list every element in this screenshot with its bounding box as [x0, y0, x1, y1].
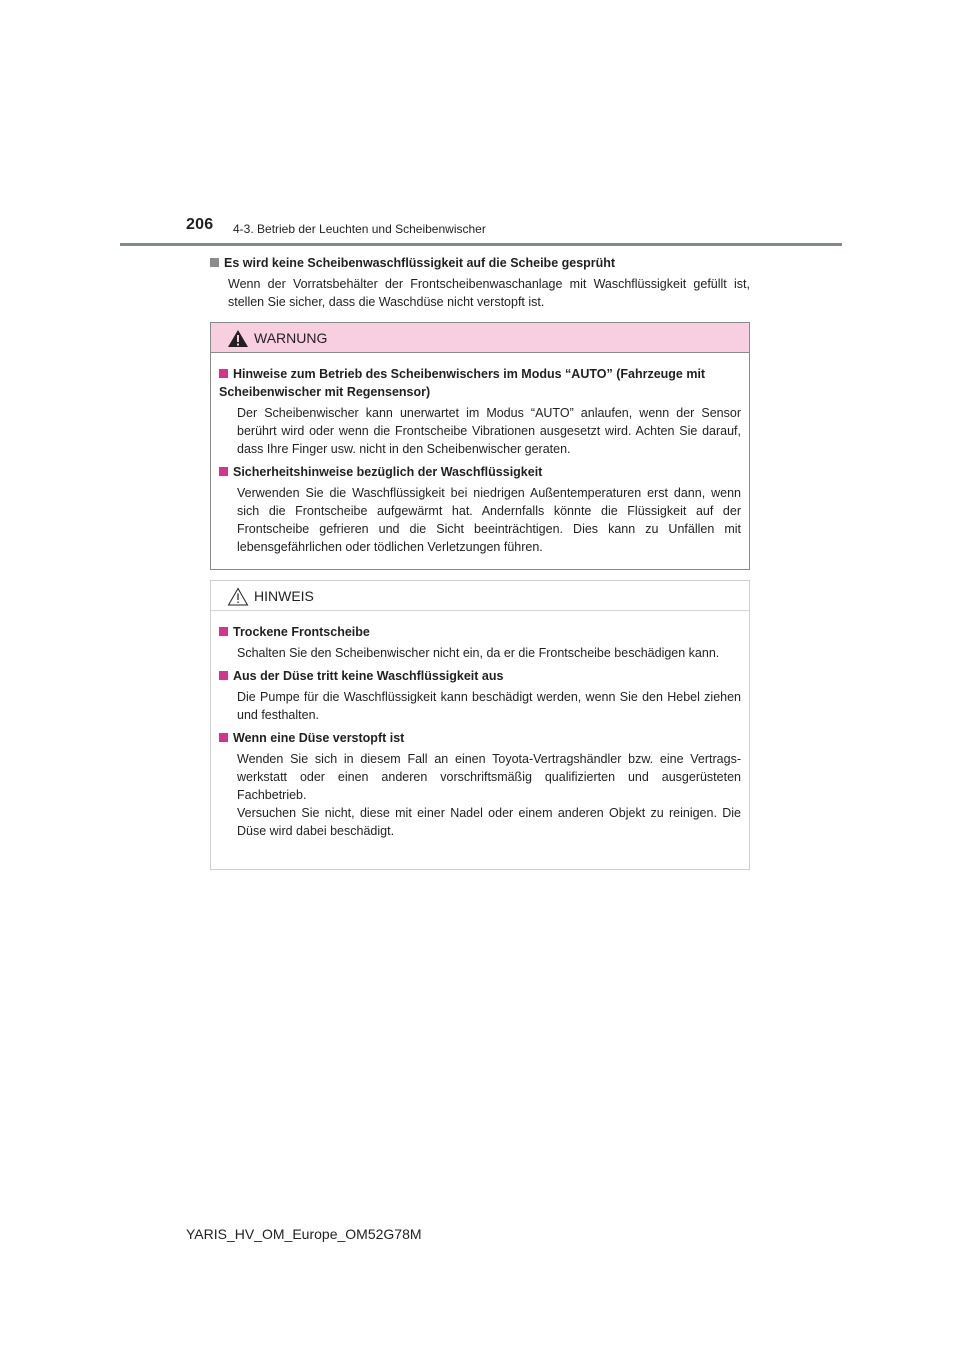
warning-triangle-icon — [227, 329, 249, 353]
warning-body — [211, 353, 749, 556]
intro-heading: Es wird keine Scheibenwaschflüssigkeit auf die Scheibe gesprüht — [210, 254, 750, 272]
warning-title: WARNUNG — [254, 330, 328, 346]
intro-section — [210, 254, 750, 311]
section-title: 4-3. Betrieb der Leuchten und Scheibenwischer — [233, 222, 486, 236]
notice-header — [211, 581, 749, 611]
notice-item: Trockene Frontscheibe Schalten Sie den Scheibenwischer nicht ein, da er die Frontscheibe beschädigen kann. — [219, 623, 741, 662]
notice-item: Wenn eine Düse verstopft ist Wenden Sie sich in diesem Fall an einen Toyota-Vertragshändler bzw. eine Vertrags-werkstatt oder einen anderen vorschriftsmäßig qualifizierten und ausgerüsteten Fachbetrieb. Versuchen Sie nicht, diese mit einer Nadel oder einem anderen Objekt zu reinigen. Die Düse wird dabei beschädigt. — [219, 729, 741, 840]
square-bullet-icon — [219, 369, 228, 378]
intro-text: Wenn der Vorratsbehälter der Frontscheibenwaschanlage mit Waschflüssigkeit gefüllt ist, stellen Sie sicher, dass die Waschdüse nicht verstopft ist. — [228, 277, 750, 309]
warning-box — [210, 322, 750, 570]
square-bullet-icon — [219, 467, 228, 476]
notice-box — [210, 580, 750, 870]
notice-title: HINWEIS — [254, 588, 314, 604]
caution-triangle-icon — [227, 587, 249, 611]
page-number: 206 — [186, 216, 214, 233]
notice-item: Aus der Düse tritt keine Waschflüssigkeit aus Die Pumpe für die Waschflüssigkeit kann beschädigt werden, wenn Sie den Hebel ziehen und festhalten. — [219, 667, 741, 724]
warning-item: Hinweise zum Betrieb des Scheibenwischers im Modus “AUTO” (Fahrzeuge mit Scheibenwischer mit Regensensor) Der Scheibenwischer kann unerwartet im Modus “AUTO” anlaufen, wenn der Sensor berührt wird oder wenn die Frontscheibe Vibrationen ausgesetzt wird. Achten Sie darauf, dass Ihre Finger usw. nicht in den Scheibenwischer geraten. — [219, 367, 741, 456]
document-id: YARIS_HV_OM_Europe_OM52G78M — [186, 1226, 422, 1242]
header-divider — [120, 243, 842, 246]
square-bullet-icon — [219, 733, 228, 742]
warning-item: Sicherheitshinweise bezüglich der Waschflüssigkeit Verwenden Sie die Waschflüssigkeit bei niedrigen Außentemperaturen erst dann, wenn sich die Frontscheibe aufgewärmt hat. Andernfalls könnte die Flüssigkeit auf der Frontscheibe gefrieren und die Sicht beeinträchtigen. Dies kann zu Unfällen mit lebensgefährlichen oder tödlichen Verletzungen führen. — [219, 463, 741, 556]
notice-body — [211, 611, 749, 840]
square-bullet-icon — [219, 671, 228, 680]
square-bullet-icon — [210, 258, 219, 267]
warning-header — [211, 323, 749, 353]
square-bullet-icon — [219, 627, 228, 636]
